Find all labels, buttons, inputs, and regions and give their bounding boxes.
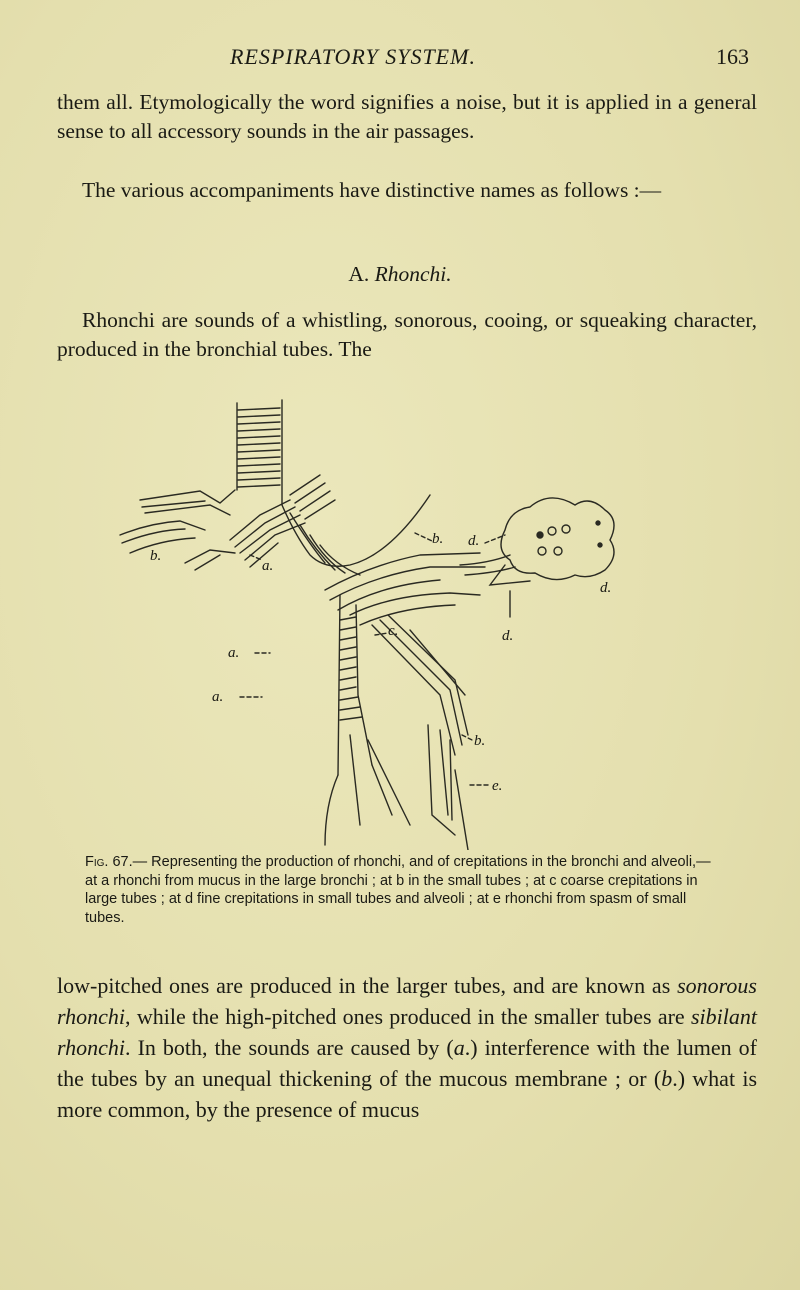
label-c: c.	[388, 623, 399, 639]
caption-text: — Representing the production of rhonchi, and of crepitations in the bronchi and alveoli,—at a rhonchi from mucus in the large bronchi ; at b in the small tubes ; at c coarse crepitations in large tubes ; at d fine crepitations in small tubes and alveoli ; at e rhonchi from spasm of small tubes.	[85, 854, 711, 926]
p4-part-a: low-pitched ones are produced in the larger tubes, and are known as	[57, 973, 678, 998]
p4-label-b: b	[661, 1066, 673, 1091]
label-d-top: d.	[468, 533, 480, 549]
caption-label: Fig. 67.	[85, 854, 133, 870]
running-title: RESPIRATORY SYSTEM.	[230, 44, 476, 69]
bronchi-illustration	[110, 395, 650, 850]
label-b-top: b.	[432, 531, 444, 547]
alveoli-cluster	[460, 498, 614, 617]
paragraph-4	[57, 970, 757, 1125]
trachea-hatching	[237, 400, 282, 505]
p4-part-c: . In both, the sounds are caused by (	[125, 1035, 454, 1060]
figure-caption	[85, 853, 721, 927]
label-d-mid: d.	[502, 628, 514, 644]
page-number: 163	[716, 44, 749, 69]
label-b-low: b.	[474, 733, 486, 749]
label-e: e.	[492, 778, 503, 794]
p4-part-e: .) what is more common, by the presence of mucus	[57, 1066, 758, 1122]
section-title: Rhonchi.	[374, 262, 452, 286]
paragraph-3: Rhonchi are sounds of a whistling, sonorous, cooing, or squeaking character, produced in the bronchial tubes. The	[57, 308, 757, 361]
section-heading	[0, 262, 800, 287]
label-a-low: a.	[212, 689, 224, 705]
p4-part-b: , while the high-pitched ones produced in the smaller tubes are	[125, 1004, 691, 1029]
bronchi-figure	[110, 395, 650, 850]
paragraph-2: The various accompaniments have distinctive names as follows :—	[82, 178, 662, 202]
label-b-left: b.	[150, 548, 162, 564]
label-d-right: d.	[600, 580, 612, 596]
label-leaders	[240, 533, 505, 785]
p4-part-d: .) interference with the lumen of the tubes by an unequal thickening of the mucous membrane ; or (	[57, 1035, 757, 1091]
p4-label-a: a	[453, 1035, 465, 1060]
paragraph-1: them all. Etymologically the word signifies a noise, but it is applied in a general sense to all accessory sounds in the air passages.	[57, 90, 757, 143]
right-trunk	[372, 615, 468, 850]
p4-sonorous-rhonchi: sonorous rhonchi	[57, 973, 757, 1029]
p4-sibilant-rhonchi: sibilant rhonchi	[57, 1004, 757, 1060]
label-a-mid: a.	[228, 645, 240, 661]
section-letter: A.	[348, 262, 370, 286]
label-a-top: a.	[262, 558, 274, 574]
